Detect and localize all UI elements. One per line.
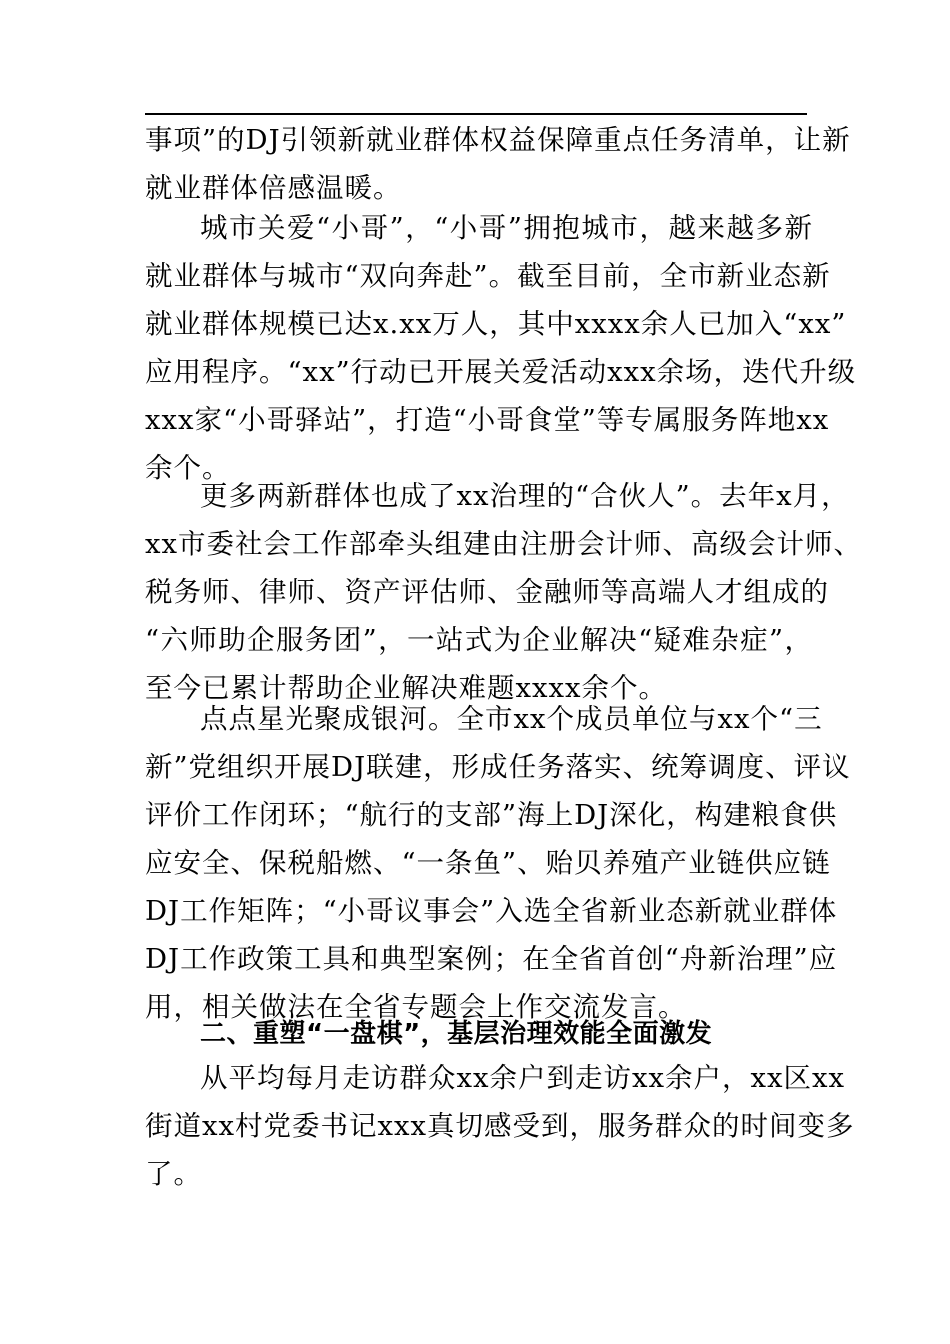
- text-line: 应用程序。“xx”行动已开展关爱活动xxx余场，迭代升级: [145, 356, 857, 388]
- text-line: 余个。: [145, 452, 231, 484]
- paragraph-3: [145, 472, 863, 712]
- text-line: 就业群体规模已达x.xx万人，其中xxxx余人已加入“xx”: [145, 308, 847, 340]
- text-line: DJ工作政策工具和典型案例；在全省首创“舟新治理”应: [145, 943, 838, 975]
- text-line: 事项”的DJ引领新就业群体权益保障重点任务清单，让新: [145, 124, 851, 156]
- paragraph-1: [145, 116, 851, 212]
- text-line: 街道xx村党委书记xxx真切感受到，服务群众的时间变多: [145, 1110, 855, 1142]
- text-line: xxx家“小哥驿站”，打造“小哥食堂”等专属服务阵地xx: [145, 404, 830, 436]
- paragraph-5: [145, 1054, 855, 1198]
- text-line: 税务师、律师、资产评估师、金融师等高端人才组成的: [145, 576, 829, 608]
- paragraph-2: [145, 204, 857, 492]
- text-line: xx市委社会工作部牵头组建由注册会计师、高级会计师、: [145, 528, 863, 560]
- text-line: 新”党组织开展DJ联建，形成任务落实、统筹调度、评议: [145, 751, 851, 783]
- text-line: 从平均每月走访群众xx余户到走访xx余户，xx区xx: [200, 1062, 846, 1094]
- text-line: 至今已累计帮助企业解决难题xxxx余个。: [145, 672, 668, 704]
- text-line: 用，相关做法在全省专题会上作交流发言。: [145, 991, 687, 1023]
- section-heading: [145, 1010, 813, 1058]
- text-line: 就业群体与城市“双向奔赴”。截至目前，全市新业态新: [145, 260, 831, 292]
- text-line: 更多两新群体也成了xx治理的“合伙人”。去年x月，: [200, 480, 850, 512]
- text-line: 了。: [145, 1158, 202, 1190]
- section-heading-text: 二、重塑“一盘棋”，基层治理效能全面激发: [200, 1019, 713, 1049]
- text-line: 评价工作闭环；“航行的支部”海上DJ深化，构建粮食供: [145, 799, 838, 831]
- paragraph-4: [145, 695, 851, 1031]
- text-line: 点点星光聚成银河。全市xx个成员单位与xx个“三: [200, 703, 823, 735]
- text-line: “六师助企服务团”，一站式为企业解决“疑难杂症”，: [145, 624, 813, 656]
- text-line: 就业群体倍感温暖。: [145, 172, 402, 204]
- text-line: 应安全、保税船燃、“一条鱼”、贻贝养殖产业链供应链: [145, 847, 831, 879]
- text-line: 城市关爱“小哥”，“小哥”拥抱城市，越来越多新: [200, 212, 813, 244]
- text-line: DJ工作矩阵；“小哥议事会”入选全省新业态新就业群体: [145, 895, 838, 927]
- header-rule: [145, 113, 807, 115]
